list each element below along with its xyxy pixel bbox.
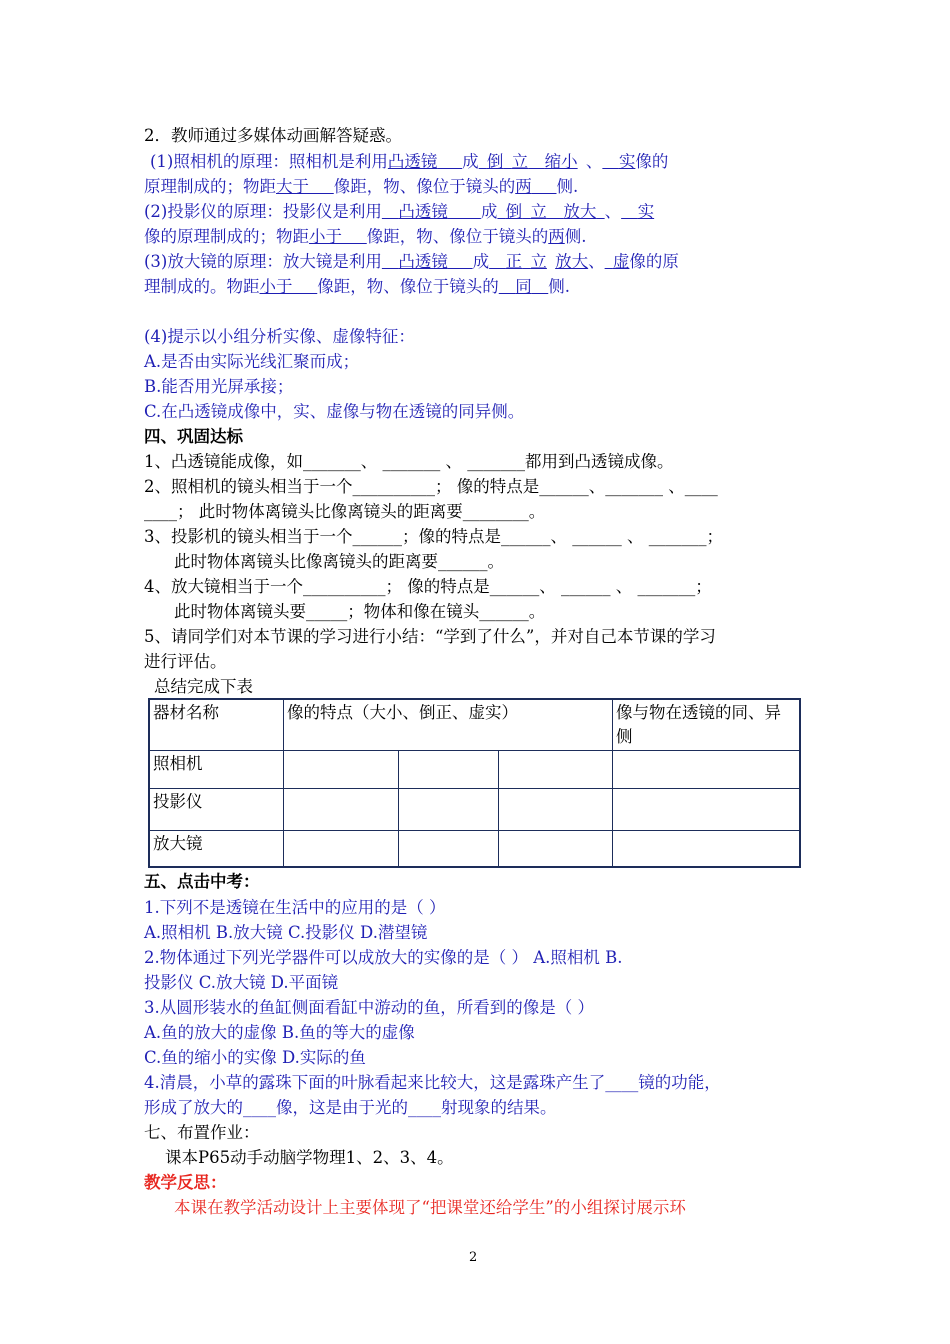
section-4-title: 四、巩固达标 — [144, 427, 243, 446]
row-label: 照相机 — [149, 751, 284, 789]
blank-answer: 立 — [530, 252, 547, 271]
text: (2)投影仪的原理：投影仪是利用 — [144, 202, 382, 221]
q5-3-options-ab: A.鱼的放大的虚像 B.鱼的等大的虚像 — [144, 1023, 415, 1042]
page-number: 2 — [469, 1250, 478, 1265]
homework: 课本P65动手动脑学物理1、2、3、4。 — [165, 1148, 454, 1167]
text: (1)照相机的原理：照相机是利用 — [150, 152, 388, 171]
blank-line — [437, 152, 462, 171]
hint-c: C.在凸透镜成像中，实、虚像与物在透镜的同异侧。 — [144, 402, 525, 421]
hint-title: (4)提示以小组分析实像、虚像特征： — [144, 327, 415, 346]
blank-answer: 两 — [548, 227, 565, 246]
text: 侧. — [548, 277, 570, 296]
text: 像距，物、像位于镜头的 — [333, 177, 516, 196]
q5-3: 3.从圆形装水的鱼缸侧面看缸中游动的鱼，所看到的像是（ ） — [144, 998, 594, 1017]
blank-line — [547, 252, 555, 271]
table-cell — [399, 751, 499, 789]
blank-answer: 立 — [530, 202, 547, 221]
blank-answer: 缩小 — [544, 152, 578, 171]
magnifier-principle-line1 — [144, 250, 679, 274]
table-row — [149, 831, 800, 867]
blank-line — [547, 202, 564, 221]
table-cell — [499, 831, 613, 867]
blank-line — [382, 202, 399, 221]
text: 像距，物、像位于镜头的 — [366, 227, 549, 246]
table-cell — [613, 789, 801, 831]
q5-2-line2: 投影仪 C.放大镜 D.平面镜 — [144, 973, 339, 992]
hint-a: A.是否由实际光线汇聚而成； — [144, 352, 360, 371]
q4-2-line1: 2、照相机的镜头相当于一个__________； 像的特点是______、_______ 、____ — [144, 477, 718, 496]
blank-answer: 同 — [515, 277, 532, 296]
blank-line — [499, 277, 516, 296]
camera-principle-line2 — [144, 175, 578, 199]
q5-1: 1.下列不是透镜在生活中的应用的是（ ） — [144, 898, 446, 917]
blank-line — [528, 152, 545, 171]
text: 侧. — [564, 227, 587, 246]
blank-answer: 凸透镜 — [398, 252, 448, 271]
blank-line — [342, 227, 367, 246]
table-row — [149, 751, 800, 789]
q4-5-line2: 进行评估。 — [144, 652, 227, 671]
blank-answer: 实 — [637, 202, 655, 221]
table-cell — [613, 831, 801, 867]
header-equipment: 器材名称 — [149, 699, 284, 751]
q4-1: 1、凸透镜能成像，如_______、 _______ 、 _______都用到凸透镜成像。 — [144, 452, 674, 471]
header-image-features: 像的特点（大小、倒正、虚实） — [284, 699, 613, 751]
text: 像的原 — [629, 252, 679, 271]
blank-answer: 立 — [511, 152, 529, 171]
table-cell — [284, 751, 399, 789]
header-image-side: 像与物在透镜的同、异侧 — [613, 699, 801, 751]
text: 、 — [588, 252, 605, 271]
text: 成 — [480, 202, 498, 221]
blank-answer: 凸透镜 — [398, 202, 448, 221]
blank-answer: 小于 — [309, 227, 342, 246]
text: 原理制成的；物距 — [144, 177, 276, 196]
text: (3)放大镜的原理：放大镜是利用 — [144, 252, 382, 271]
summary-table — [148, 698, 801, 868]
text: 像距，物、像位于镜头的 — [317, 277, 499, 296]
q5-4-line1: 4.清晨，小草的露珠下面的叶脉看起来比较大，这是露珠产生了____镜的功能， — [144, 1073, 721, 1092]
q5-4-line2: 形成了放大的____像，这是由于光的____射现象的结果。 — [144, 1098, 557, 1117]
blank-line — [448, 202, 481, 221]
q5-3-options-cd: C.鱼的缩小的实像 D.实际的鱼 — [144, 1048, 366, 1067]
blank-line — [309, 177, 334, 196]
table-caption: 总结完成下表 — [154, 677, 253, 696]
blank-answer: 实 — [618, 152, 636, 171]
blank-line — [503, 152, 511, 171]
section-5-title: 五、点击中考： — [144, 872, 260, 891]
q4-2-line2: ____； 此时物体离镜头比像离镜头的距离要________。 — [144, 502, 546, 521]
table-row — [149, 789, 800, 831]
q4-4-line2: 此时物体离镜头要_____；物体和像在镜头______。 — [174, 602, 546, 621]
row-label: 放大镜 — [149, 831, 284, 867]
table-cell — [284, 789, 399, 831]
section-7-title: 七、布置作业： — [144, 1123, 260, 1142]
q4-4-line1: 4、放大镜相当于一个__________； 像的特点是______、 ______ 、 _______； — [144, 577, 712, 596]
blank-line — [489, 252, 506, 271]
blank-line — [532, 277, 549, 296]
blank-answer: 大于 — [276, 177, 309, 196]
blank-answer: 倒 — [486, 152, 504, 171]
reflection-title: 教学反思： — [144, 1173, 227, 1192]
text: 成 — [462, 152, 479, 171]
table-cell — [499, 751, 613, 789]
q4-3-line2: 此时物体离镜头比像离镜头的距离要______。 — [174, 552, 504, 571]
table-cell — [399, 789, 499, 831]
text: 像的原理制成的；物距 — [144, 227, 309, 246]
q4-5-line1: 5、请同学们对本节课的学习进行小结：“学到了什么”，并对自己本节课的学习 — [144, 627, 716, 646]
text: 理制成的。物距 — [144, 277, 260, 296]
table-cell — [613, 751, 801, 789]
table-cell — [399, 831, 499, 867]
blank-answer: 正 — [505, 252, 523, 271]
text: 、 — [604, 202, 622, 221]
q4-3-line1: 3、投影机的镜头相当于一个______；像的特点是______、 ______ 、 _______； — [144, 527, 723, 546]
blank-line — [621, 202, 638, 221]
blank-answer: 放大 — [563, 202, 597, 221]
table-header-row — [149, 699, 800, 751]
blank-line — [382, 252, 399, 271]
blank-answer: 放大 — [555, 252, 589, 271]
table-cell — [499, 789, 613, 831]
blank-line — [578, 152, 586, 171]
row-label: 投影仪 — [149, 789, 284, 831]
blank-line — [448, 252, 473, 271]
blank-answer: 凸透镜 — [387, 152, 438, 171]
text: 、 — [585, 152, 603, 171]
blank-answer: 虚 — [612, 252, 630, 271]
section-2-title: 2．教师通过多媒体动画解答疑惑。 — [144, 126, 402, 145]
text: 像的 — [635, 152, 669, 171]
projector-principle-line1 — [144, 200, 654, 224]
text: 侧. — [556, 177, 579, 196]
blank-line — [602, 152, 619, 171]
blank-line — [497, 202, 505, 221]
blank-line — [605, 252, 613, 271]
blank-answer: 小于 — [259, 277, 293, 296]
q5-2-line1: 2.物体通过下列光学器件可以成放大的实像的是（ ） A.照相机 B. — [144, 948, 623, 967]
camera-principle-line1 — [150, 150, 668, 174]
magnifier-principle-line2 — [144, 275, 570, 299]
table-cell — [284, 831, 399, 867]
blank-line — [532, 177, 557, 196]
blank-line — [596, 202, 604, 221]
reflection-text: 本课在教学活动设计上主要体现了“把课堂还给学生”的小组探讨展示环 — [174, 1198, 686, 1217]
blank-line — [479, 152, 487, 171]
projector-principle-line2 — [144, 225, 587, 249]
blank-line — [293, 277, 318, 296]
q5-1-options: A.照相机 B.放大镜 C.投影仪 D.潜望镜 — [144, 923, 428, 942]
hint-b: B.能否用光屏承接； — [144, 377, 294, 396]
blank-answer: 倒 — [505, 202, 523, 221]
text: 成 — [472, 252, 490, 271]
blank-answer: 两 — [515, 177, 532, 196]
